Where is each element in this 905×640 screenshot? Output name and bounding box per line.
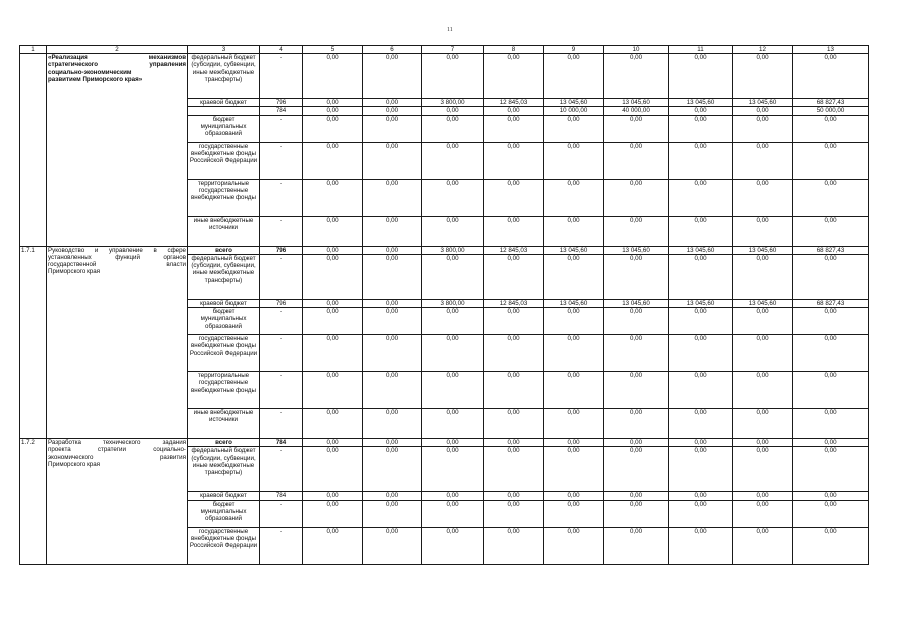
amount-cell: 13 045,60 [733,299,793,307]
item-number: 1.7.2 [20,439,47,565]
amount-cell: 0,00 [733,439,793,447]
header-cell: 6 [363,46,422,54]
grbs-code: - [260,372,303,409]
table-row [20,54,869,99]
amount-cell: 0,00 [363,216,422,246]
amount-cell: 0,00 [363,299,422,307]
grbs-code: 796 [260,246,303,254]
amount-cell: 0,00 [604,409,669,439]
amount-cell: 0,00 [669,142,733,179]
amount-cell: 0,00 [544,527,604,564]
amount-cell: 13 045,60 [544,246,604,254]
amount-cell: 0,00 [422,254,484,299]
amount-cell: 0,00 [604,216,669,246]
amount-cell: 0,00 [484,439,544,447]
item-name-line: государственной власти [48,261,186,269]
amount-cell: 12 845,03 [484,99,544,107]
item-name-line: «Реализация механизмов [48,54,186,61]
amount-cell: 0,00 [303,54,363,99]
amount-cell: 0,00 [669,179,733,216]
amount-cell: 0,00 [363,308,422,335]
item-name-line: установленных функций органов [48,253,186,261]
amount-cell: 0,00 [604,500,669,527]
grbs-code: 784 [260,439,303,447]
amount-cell: 0,00 [733,447,793,492]
funding-source: всего [188,246,260,254]
grbs-code: - [260,254,303,299]
header-cell: 3 [188,46,260,54]
amount-cell: 0,00 [484,527,544,564]
amount-cell: 13 045,60 [733,99,793,107]
amount-cell: 0,00 [733,492,793,500]
amount-cell: 0,00 [363,527,422,564]
amount-cell: 0,00 [733,372,793,409]
amount-cell: 0,00 [363,107,422,115]
amount-cell: 0,00 [544,447,604,492]
amount-cell: 13 045,60 [733,246,793,254]
header-cell: 13 [793,46,869,54]
item-name-line: экономического развития [48,453,186,461]
amount-cell: 0,00 [793,179,869,216]
amount-cell: 0,00 [544,115,604,142]
header-cell: 1 [20,46,47,54]
grbs-code: - [260,527,303,564]
funding-source: территориальные государственные внебюджетные фонды [188,179,260,216]
header-row [20,46,869,54]
amount-cell: 0,00 [303,107,363,115]
amount-cell: 0,00 [544,142,604,179]
page-number: 11 [447,27,453,33]
amount-cell: 13 045,60 [604,299,669,307]
amount-cell: 0,00 [303,409,363,439]
table-body [20,46,869,565]
amount-cell: 13 045,60 [604,246,669,254]
amount-cell: 0,00 [604,54,669,99]
amount-cell: 0,00 [793,409,869,439]
amount-cell: 0,00 [484,179,544,216]
amount-cell: 0,00 [604,142,669,179]
amount-cell: 0,00 [669,335,733,372]
amount-cell: 0,00 [422,527,484,564]
amount-cell: 0,00 [733,527,793,564]
grbs-code: - [260,54,303,99]
amount-cell: 0,00 [422,335,484,372]
funding-source: краевой бюджет [188,299,260,307]
amount-cell: 0,00 [544,335,604,372]
amount-cell: 0,00 [733,142,793,179]
funding-source: бюджет муниципальных образований [188,308,260,335]
funding-source: краевой бюджет [188,492,260,500]
amount-cell: 0,00 [422,54,484,99]
amount-cell: 0,00 [303,447,363,492]
amount-cell: 0,00 [733,500,793,527]
amount-cell: 3 800,00 [422,299,484,307]
table-row [20,246,869,254]
amount-cell: 0,00 [484,335,544,372]
grbs-code: 784 [260,107,303,115]
grbs-code: 784 [260,492,303,500]
amount-cell: 0,00 [544,492,604,500]
amount-cell: 0,00 [484,447,544,492]
header-cell: 5 [303,46,363,54]
budget-table [19,45,869,565]
amount-cell: 0,00 [604,115,669,142]
amount-cell: 0,00 [669,409,733,439]
amount-cell: 68 827,43 [793,99,869,107]
amount-cell: 0,00 [793,308,869,335]
header-cell: 11 [669,46,733,54]
amount-cell: 0,00 [422,447,484,492]
amount-cell: 13 045,60 [544,299,604,307]
amount-cell: 0,00 [793,216,869,246]
amount-cell: 13 045,60 [669,99,733,107]
amount-cell: 0,00 [544,308,604,335]
header-cell: 2 [47,46,188,54]
amount-cell: 0,00 [303,142,363,179]
amount-cell: 0,00 [303,299,363,307]
amount-cell: 0,00 [669,115,733,142]
item-name [47,54,188,247]
item-name-line: проекта стратегии социально- [48,446,186,454]
amount-cell: 68 827,43 [793,299,869,307]
amount-cell: 0,00 [363,447,422,492]
amount-cell: 0,00 [484,54,544,99]
amount-cell: 0,00 [604,308,669,335]
amount-cell: 0,00 [363,372,422,409]
amount-cell: 0,00 [733,107,793,115]
amount-cell: 0,00 [604,372,669,409]
amount-cell: 0,00 [733,308,793,335]
amount-cell: 0,00 [733,254,793,299]
amount-cell: 0,00 [669,372,733,409]
amount-cell: 0,00 [363,409,422,439]
amount-cell: 0,00 [303,492,363,500]
amount-cell: 0,00 [363,54,422,99]
amount-cell: 0,00 [669,439,733,447]
amount-cell: 0,00 [733,216,793,246]
amount-cell: 0,00 [484,142,544,179]
funding-source: федеральный бюджет (субсидии, субвенции, иные межбюджетные трансферты) [188,54,260,99]
amount-cell: 0,00 [422,216,484,246]
item-name [47,246,188,439]
header-cell: 7 [422,46,484,54]
amount-cell: 0,00 [604,447,669,492]
amount-cell: 0,00 [669,54,733,99]
header-cell: 9 [544,46,604,54]
header-cell: 8 [484,46,544,54]
amount-cell: 13 045,60 [544,99,604,107]
amount-cell: 12 845,03 [484,246,544,254]
funding-source: всего [188,439,260,447]
amount-cell: 0,00 [422,107,484,115]
amount-cell: 0,00 [604,179,669,216]
amount-cell: 0,00 [303,439,363,447]
amount-cell: 0,00 [669,527,733,564]
item-name-line: Приморского края [48,268,101,276]
amount-cell: 0,00 [669,492,733,500]
amount-cell: 12 845,03 [484,299,544,307]
amount-cell: 40 000,00 [604,107,669,115]
item-name-line: социально-экономическим [48,68,132,76]
amount-cell: 13 045,60 [604,99,669,107]
amount-cell: 0,00 [303,254,363,299]
amount-cell: 0,00 [669,500,733,527]
amount-cell: 0,00 [484,372,544,409]
amount-cell: 0,00 [484,216,544,246]
amount-cell: 0,00 [363,179,422,216]
funding-source: государственные внебюджетные фонды Российской Федерации [188,527,260,564]
header-cell: 12 [733,46,793,54]
item-name-line: развитием Приморского края» [48,75,143,83]
grbs-code: - [260,216,303,246]
funding-source: государственные внебюджетные фонды Российской Федерации [188,335,260,372]
amount-cell: 0,00 [793,527,869,564]
grbs-code: 796 [260,99,303,107]
funding-source: краевой бюджет [188,99,260,107]
amount-cell: 0,00 [544,439,604,447]
amount-cell: 0,00 [544,500,604,527]
funding-source: иные внебюджетные источники [188,409,260,439]
amount-cell: 0,00 [422,115,484,142]
amount-cell: 0,00 [669,447,733,492]
grbs-code: - [260,142,303,179]
amount-cell: 0,00 [484,254,544,299]
amount-cell: 0,00 [793,447,869,492]
amount-cell: 0,00 [303,179,363,216]
amount-cell: 0,00 [669,254,733,299]
amount-cell: 0,00 [793,372,869,409]
amount-cell: 0,00 [422,492,484,500]
grbs-code: - [260,409,303,439]
grbs-code: - [260,115,303,142]
funding-source: федеральный бюджет (субсидии, субвенции, иные межбюджетные трансферты) [188,254,260,299]
amount-cell: 0,00 [733,54,793,99]
amount-cell: 0,00 [303,115,363,142]
amount-cell: 0,00 [363,492,422,500]
item-name-line: Руководство и управление в сфере [48,246,186,254]
funding-source: бюджет муниципальных образований [188,500,260,527]
amount-cell: 0,00 [544,372,604,409]
amount-cell: 0,00 [422,372,484,409]
item-number [20,54,47,247]
amount-cell: 0,00 [484,500,544,527]
amount-cell: 0,00 [484,115,544,142]
amount-cell: 0,00 [422,308,484,335]
amount-cell: 0,00 [604,254,669,299]
funding-source: бюджет муниципальных образований [188,115,260,142]
grbs-code: 796 [260,299,303,307]
amount-cell: 0,00 [544,409,604,439]
amount-cell: 0,00 [484,107,544,115]
amount-cell: 0,00 [544,254,604,299]
amount-cell: 0,00 [363,500,422,527]
item-name-line: Приморского края [48,461,101,469]
amount-cell: 0,00 [303,500,363,527]
amount-cell: 10 000,00 [544,107,604,115]
amount-cell: 0,00 [484,409,544,439]
amount-cell: 0,00 [484,492,544,500]
amount-cell: 13 045,60 [669,299,733,307]
amount-cell: 0,00 [669,308,733,335]
amount-cell: 3 800,00 [422,246,484,254]
amount-cell: 0,00 [793,142,869,179]
amount-cell: 0,00 [733,115,793,142]
amount-cell: 0,00 [669,107,733,115]
amount-cell: 0,00 [544,216,604,246]
amount-cell: 0,00 [793,335,869,372]
item-name-line: Разработка технического задания [48,439,186,447]
funding-source: федеральный бюджет (субсидии, субвенции, иные межбюджетные трансферты) [188,447,260,492]
grbs-code: - [260,179,303,216]
table-row [20,439,869,447]
amount-cell: 0,00 [363,335,422,372]
amount-cell: 0,00 [733,335,793,372]
amount-cell: 0,00 [733,409,793,439]
amount-cell: 0,00 [363,115,422,142]
amount-cell: 0,00 [422,409,484,439]
amount-cell: 0,00 [793,115,869,142]
amount-cell: 0,00 [544,179,604,216]
item-name [47,439,188,565]
amount-cell: 0,00 [303,216,363,246]
amount-cell: 0,00 [303,527,363,564]
amount-cell: 0,00 [303,372,363,409]
amount-cell: 0,00 [363,99,422,107]
amount-cell: 0,00 [793,500,869,527]
amount-cell: 0,00 [793,492,869,500]
amount-cell: 0,00 [303,99,363,107]
amount-cell: 50 000,00 [793,107,869,115]
grbs-code: - [260,308,303,335]
amount-cell: 0,00 [484,308,544,335]
amount-cell: 0,00 [303,246,363,254]
amount-cell: 0,00 [422,500,484,527]
amount-cell: 0,00 [604,527,669,564]
amount-cell: 0,00 [604,439,669,447]
header-cell: 4 [260,46,303,54]
funding-source [188,107,260,115]
amount-cell: 0,00 [363,439,422,447]
funding-source: государственные внебюджетные фонды Российской Федерации [188,142,260,179]
funding-source: иные внебюджетные источники [188,216,260,246]
amount-cell: 0,00 [303,335,363,372]
funding-source: территориальные государственные внебюджетные фонды [188,372,260,409]
amount-cell: 13 045,60 [669,246,733,254]
item-number: 1.7.1 [20,246,47,439]
amount-cell: 0,00 [363,254,422,299]
amount-cell: 0,00 [793,254,869,299]
amount-cell: 68 827,43 [793,246,869,254]
amount-cell: 0,00 [303,308,363,335]
amount-cell: 0,00 [422,439,484,447]
grbs-code: - [260,500,303,527]
amount-cell: 0,00 [422,142,484,179]
amount-cell: 0,00 [793,54,869,99]
item-name-line: стратегического управления [48,61,186,69]
grbs-code: - [260,335,303,372]
amount-cell: 0,00 [363,246,422,254]
header-cell: 10 [604,46,669,54]
amount-cell: 0,00 [733,179,793,216]
amount-cell: 0,00 [604,492,669,500]
amount-cell: 3 800,00 [422,99,484,107]
amount-cell: 0,00 [544,54,604,99]
amount-cell: 0,00 [669,216,733,246]
amount-cell: 0,00 [793,439,869,447]
grbs-code: - [260,447,303,492]
amount-cell: 0,00 [363,142,422,179]
amount-cell: 0,00 [604,335,669,372]
amount-cell: 0,00 [422,179,484,216]
